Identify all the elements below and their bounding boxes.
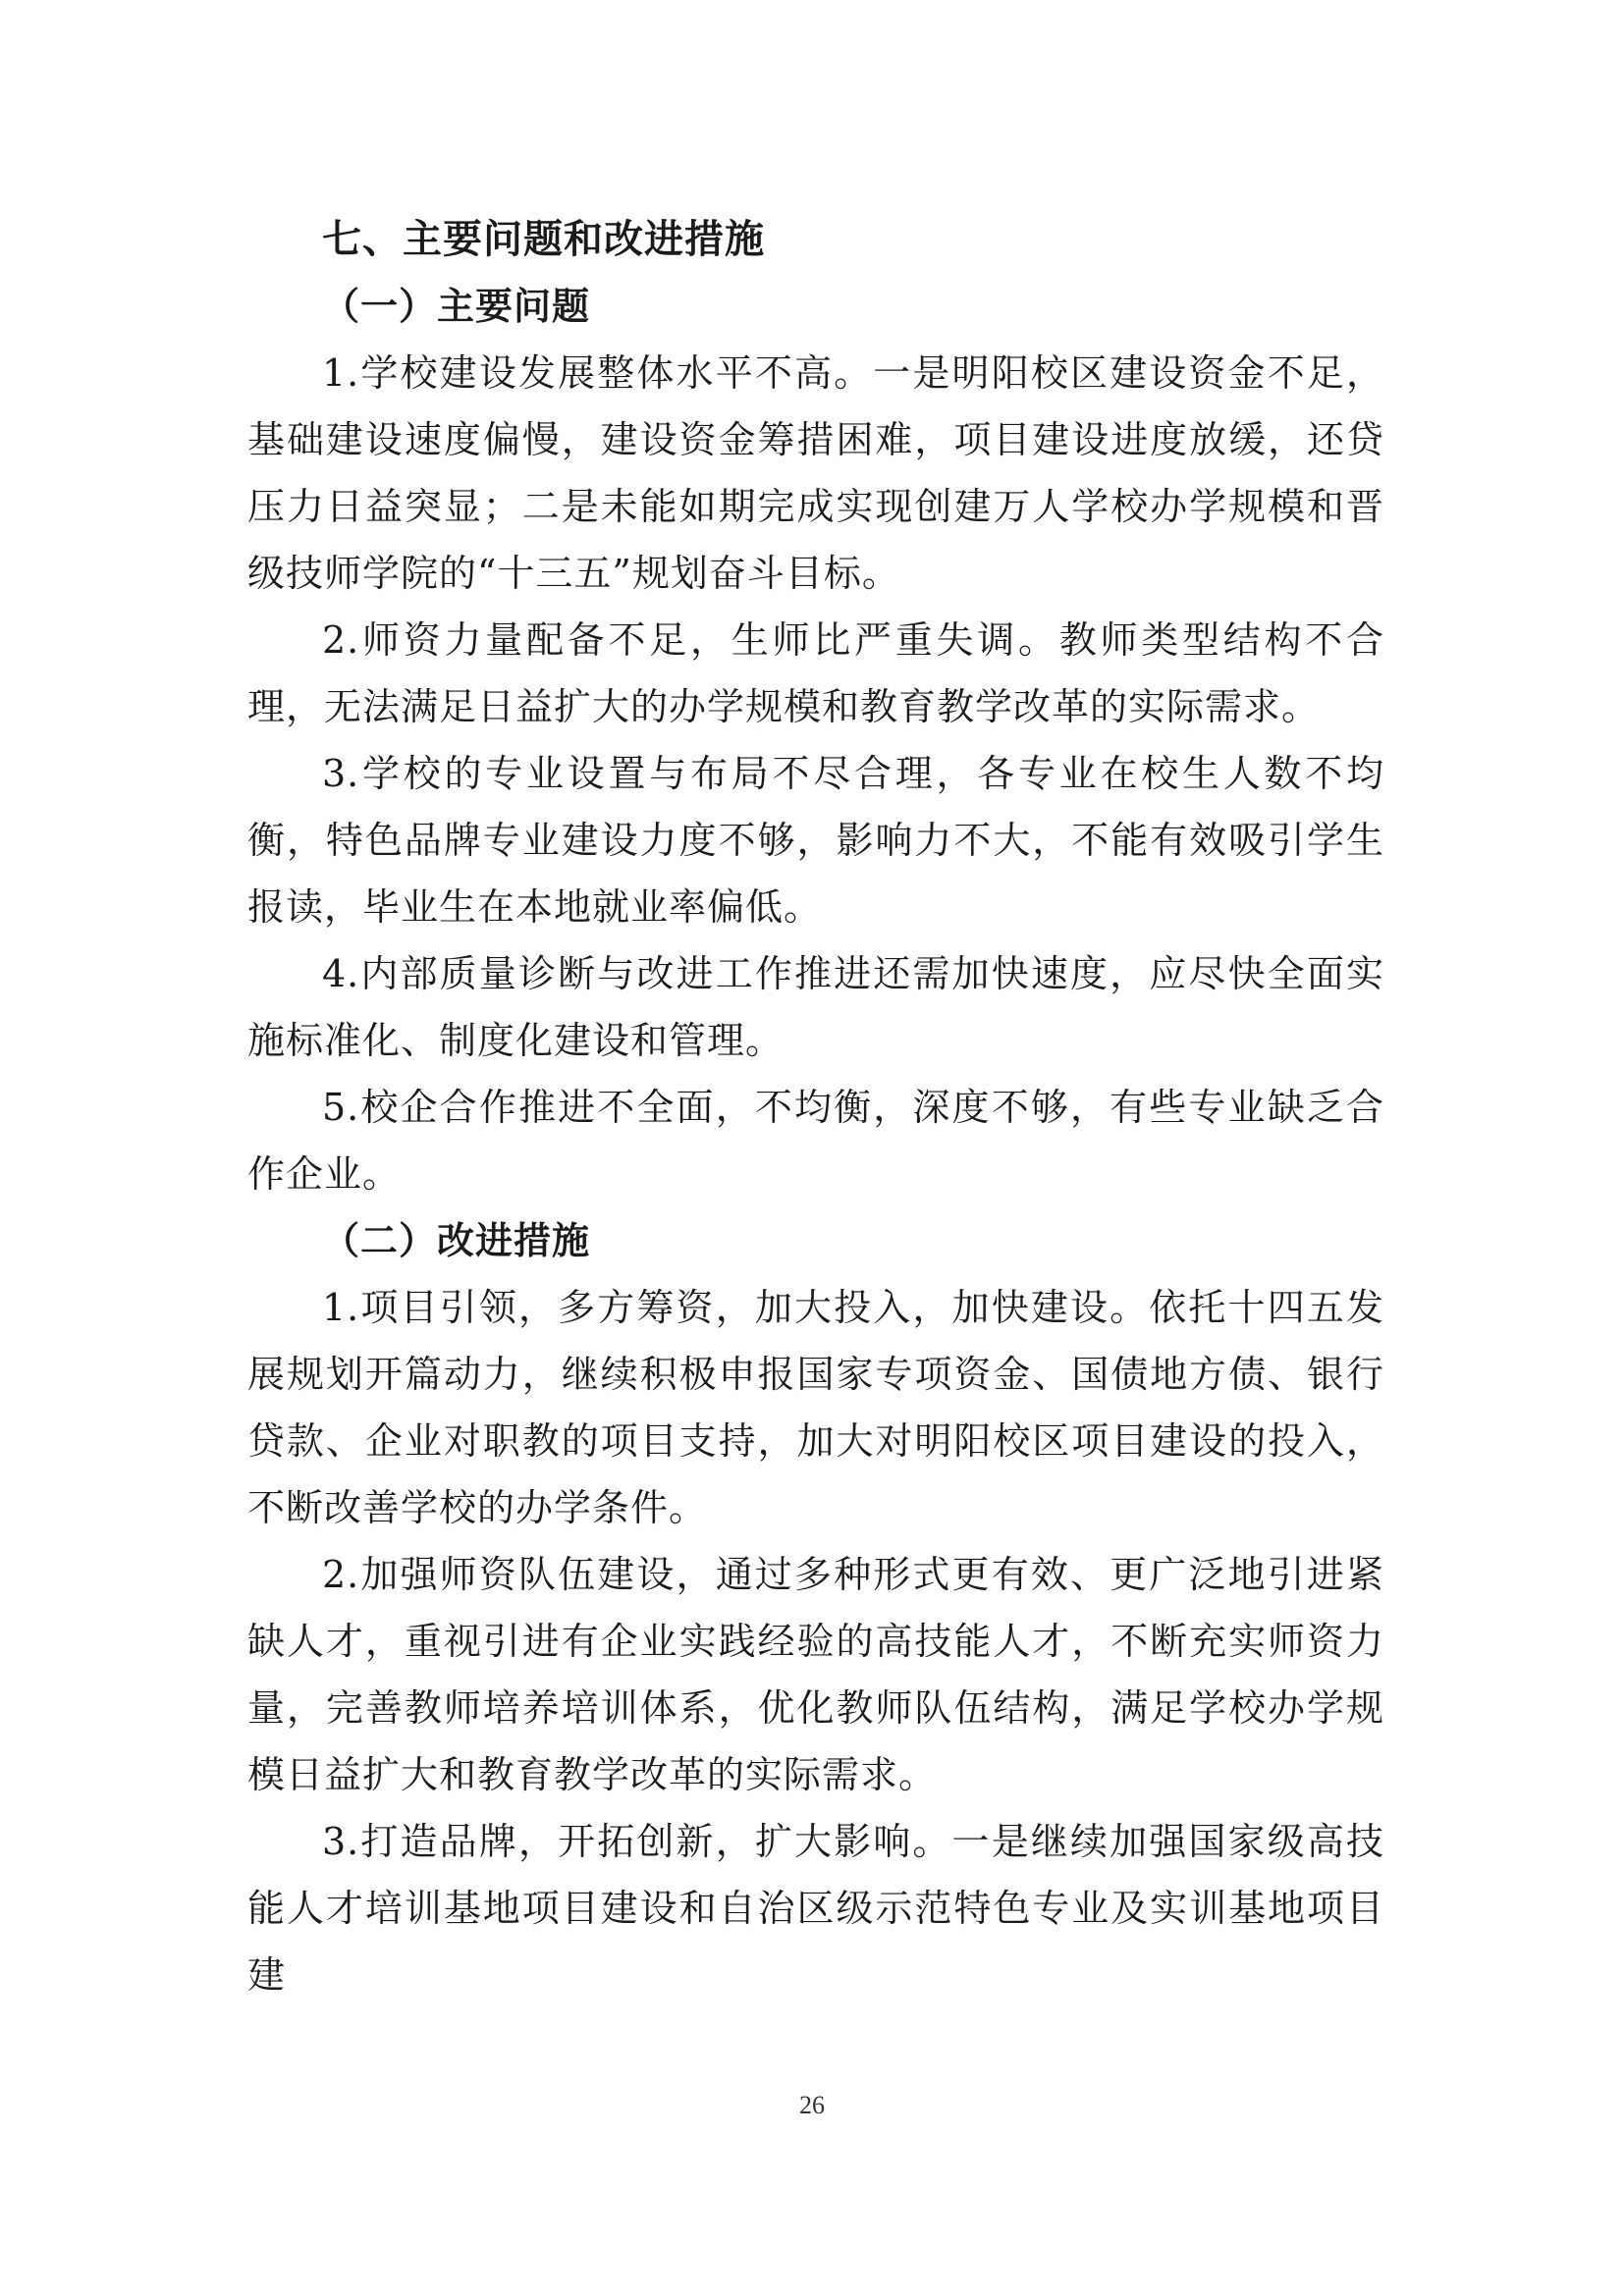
section-title: 七、主要问题和改进措施 (322, 217, 765, 262)
subsection-title-measures: （二）改进措施 (322, 1219, 591, 1262)
page-number: 26 (799, 2091, 825, 2119)
subsection-title-problems: （一）主要问题 (322, 285, 591, 328)
problem-paragraph-5: 5.校企合作推进不全面，不均衡，深度不够，有些专业缺乏合作企业。 (247, 1086, 1384, 1196)
problem-paragraph-1: 1.学校建设发展整体水平不高。一是明阳校区建设资金不足，基础建设速度偏慢，建设资金筹措困难，项目建设进度放缓，还贷压力日益突显；二是未能如期完成实现创建万人学校办学规模和晋级技师学院的“十三五”规划奋斗目标。 (247, 351, 1384, 595)
measure-paragraph-2: 2.加强师资队伍建设，通过多种形式更有效、更广泛地引进紧缺人才，重视引进有企业实践经验的高技能人才，不断充实师资力量，完善教师培养培训体系，优化教师队伍结构，满足学校办学规模日益扩大和教育教学改革的实际需求。 (247, 1553, 1384, 1796)
problem-paragraph-4: 4.内部质量诊断与改进工作推进还需加快速度，应尽快全面实施标准化、制度化建设和管理。 (247, 952, 1384, 1062)
page-content (247, 206, 1384, 2008)
measure-paragraph-1: 1.项目引领，多方筹资，加大投入，加快建设。依托十四五发展规划开篇动力，继续积极申报国家专项资金、国债地方债、银行贷款、企业对职教的项目支持，加大对明阳校区项目建设的投入，不断改善学校的办学条件。 (247, 1286, 1384, 1529)
problem-paragraph-3: 3.学校的专业设置与布局不尽合理，各专业在校生人数不均衡，特色品牌专业建设力度不够，影响力不大，不能有效吸引学生报读，毕业生在本地就业率偏低。 (247, 752, 1384, 929)
problem-paragraph-2: 2.师资力量配备不足，生师比严重失调。教师类型结构不合理，无法满足日益扩大的办学规模和教育教学改革的实际需求。 (247, 618, 1384, 728)
measure-paragraph-3: 3.打造品牌，开拓创新，扩大影响。一是继续加强国家级高技能人才培训基地项目建设和自治区级示范特色专业及实训基地项目建 (247, 1820, 1384, 1997)
